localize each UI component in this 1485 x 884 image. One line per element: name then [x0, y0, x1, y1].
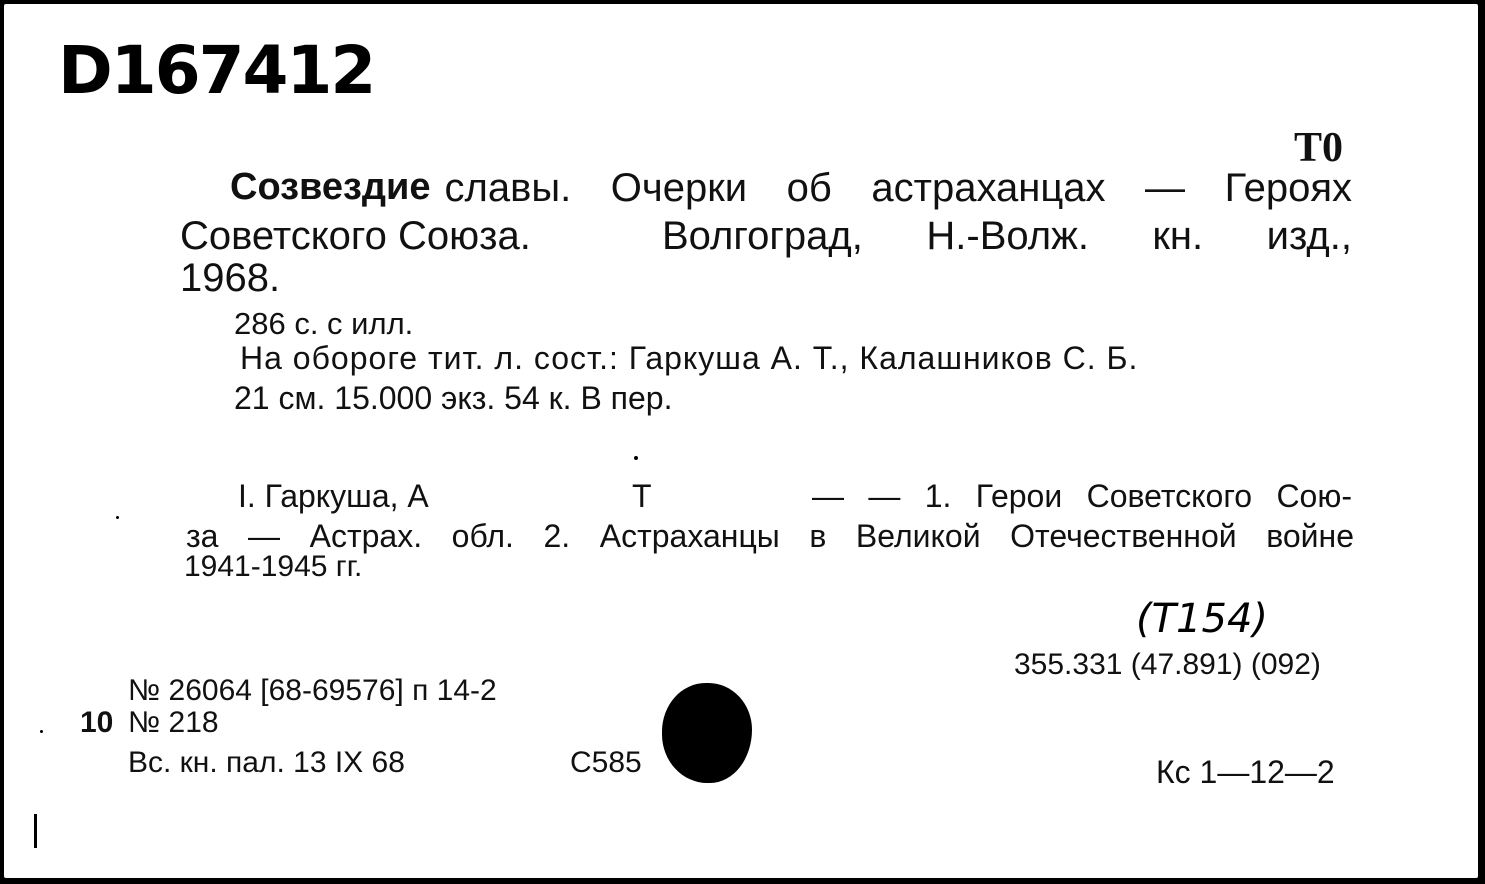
card-number: № 218: [128, 706, 219, 739]
tracing-line-1c: — — 1. Герои Советского Сою-: [812, 478, 1352, 514]
print-code: С585: [570, 746, 642, 779]
punch-hole: [662, 683, 752, 783]
tracing-line-2: за — Астрах. обл. 2. Астраханцы в Великой Отечественной войне: [186, 518, 1354, 554]
compilers-info: На обороге тит. л. сост.: Гаркуша А. Т., Калашников С. Б.: [240, 340, 1139, 376]
dot-mark: [634, 456, 638, 460]
title-rest: славы. Очерки об астраханцах — Героях: [444, 166, 1352, 210]
title-line-3: 1968.: [180, 256, 281, 300]
handwritten-code: (Т154): [1136, 596, 1268, 642]
physical-info: 21 см. 15.000 экз. 54 к. В пер.: [234, 380, 673, 416]
title-line-2-left: Советского Союза.: [180, 214, 531, 258]
title-line-2: [180, 214, 1352, 259]
section-code: Т0: [1294, 125, 1344, 171]
tracing-line-1a: I. Гаркуша, А: [238, 478, 429, 514]
tracing-line-3: 1941-1945 гг.: [184, 550, 363, 583]
margin-mark: [34, 814, 37, 848]
book-chamber-date: Вс. кн. пал. 13 IX 68: [128, 746, 405, 779]
title-line-2-right: Волгоград, Н.-Волж. кн. изд.,: [662, 214, 1352, 258]
registry-number: № 26064 [68-69576] п 14-2: [128, 674, 497, 707]
inventory-number: D167412: [58, 32, 375, 109]
card-prefix: 10: [80, 706, 114, 739]
title-bold-word: Созвездие: [230, 166, 431, 208]
pages-info: 286 с. с илл.: [234, 306, 414, 341]
kc-code: Кс 1—12—2: [1156, 754, 1335, 790]
title-line-1: [230, 166, 1352, 211]
dot-mark: [116, 516, 119, 519]
dot-mark: [40, 730, 43, 733]
tracing-line-1b: Т: [632, 478, 652, 514]
classification-code: 355.331 (47.891) (092): [1014, 648, 1321, 681]
